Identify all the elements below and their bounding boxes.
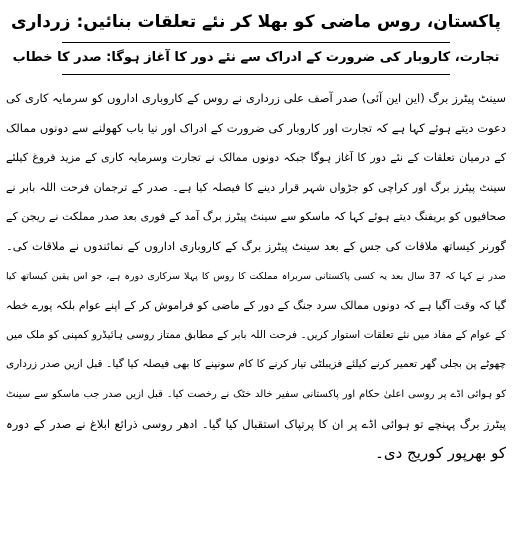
body-line: گورنر کیساتھ ملاقات کی جس کے بعد سینٹ پیٹرز برگ کے کاروباری اداروں کے نمائندوں نے ملاقات کی۔ bbox=[6, 238, 506, 253]
body-line: سینٹ پیٹرز برگ اور کراچی کو جڑواں شہر قرار دینے کا فیصلہ کیا ہے۔ صدر کے ترجمان فرحت اللہ بابر نے bbox=[6, 180, 506, 194]
body-line: صحافیوں کو بریفنگ دیتے ہوئے کہا کہ ماسکو سے سینٹ پیٹرز برگ آمد کے فوری بعد صدر مملکت نے ریجن کے bbox=[6, 210, 506, 224]
article-headline: پاکستان، روس ماضی کو بھلا کر نئے تعلقات بنائیں: زرداری bbox=[11, 12, 501, 32]
body-line: پیٹرز برگ پہنچے تو ہوائی اڈے پر ان کا پرتپاک استقبال کیا گیا۔ ادھر روسی ذرائع ابلاغ نے صدر کے دورہ bbox=[6, 416, 506, 431]
subheadline-divider bbox=[62, 74, 450, 75]
body-line: گیا کہ وقت آگیا ہے کہ دونوں ممالک سرد جنگ کے دور کے ماضی کو فراموش کر کے اپنے عوام بلکہ پورے خطہ bbox=[6, 299, 506, 313]
headline-divider bbox=[62, 42, 450, 43]
body-line: کو بھرپور کوریج دی۔ bbox=[375, 444, 506, 463]
news-article bbox=[4, 0, 508, 535]
article-subheadline: تجارت، کاروبار کی ضرورت کے ادراک سے نئے دور کا آغاز ہوگا: صدر کا خطاب bbox=[12, 50, 500, 65]
body-line: سینٹ پیٹرز برگ (این این آئی) صدر آصف علی زرداری نے روس کے کاروباری اداروں کو سرمایہ کاری کی bbox=[6, 91, 506, 105]
body-line: دعوت دیتے ہوئے کہا ہے کہ تجارت اور کاروبار کی ضرورت کے ادراک اور نیا باب کھولنے سے دونوں ممالک bbox=[6, 120, 506, 135]
body-line: کے درمیان تعلقات کے نئے دور کا آغاز ہوگا جبکہ دونوں ممالک نے تجارت وسرمایہ کاری کے مزید فروغ کیلئے bbox=[6, 151, 506, 165]
body-line: کے عوام کے مفاد میں نئے تعلقات استوار کریں۔ فرحت اللہ بابر کے مطابق ممتاز روسی ہائیڈرو کمپنی کو ملک میں bbox=[6, 328, 506, 341]
article-body bbox=[6, 84, 506, 469]
body-line: چھوٹے پن بجلی گھر تعمیر کرنے کیلئے فزیبلٹی تیار کرنے کا کام سونپنے کا بھی فیصلہ کیا گیا۔ قبل ازیں صدر زرداری bbox=[6, 358, 506, 371]
body-line: کو ہوائی اڈے پر روسی اعلیٰ حکام اور پاکستانی سفیر خالد خٹک نے رخصت کیا۔ قبل ازیں صدر جب ماسکو سے سینٹ bbox=[6, 388, 506, 400]
body-line: صدر نے کہا کہ 37 سال بعد یہ کسی پاکستانی سربراہ مملکت کا روس کا پہلا سرکاری دورہ ہے، جو اس یقین کیساتھ کیا bbox=[6, 270, 506, 282]
